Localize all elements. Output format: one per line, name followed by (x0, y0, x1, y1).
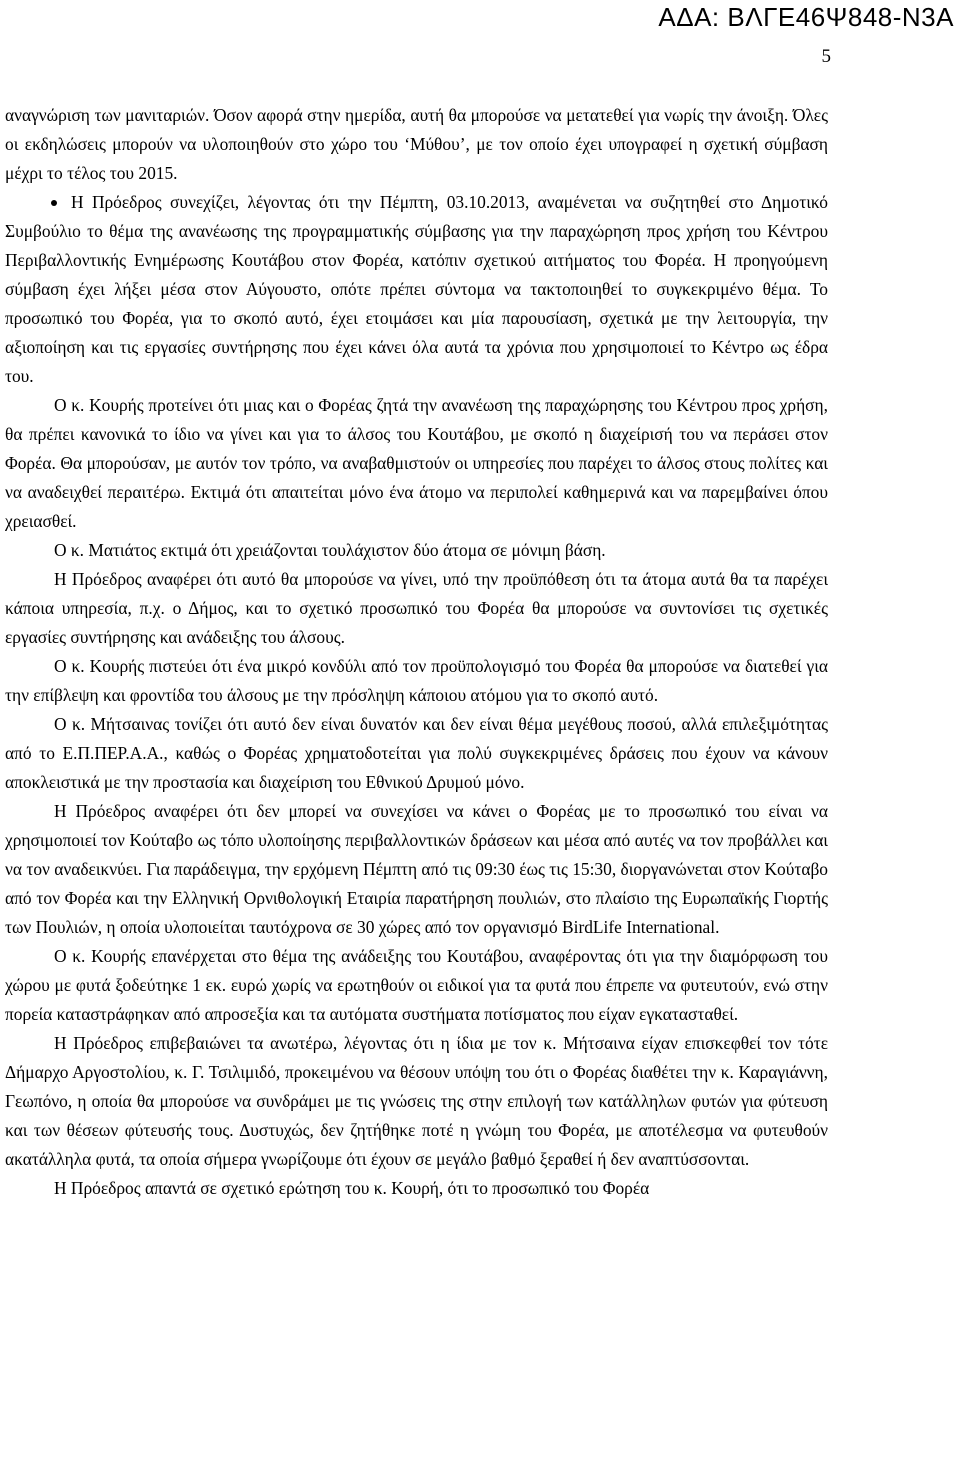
bullet-paragraph (5, 188, 828, 391)
paragraph: Ο κ. Μήτσαινας τονίζει ότι αυτό δεν είναι δυνατόν και δεν είναι θέμα μεγέθους ποσού, αλλά επιλεξιμότητας από το Ε.Π.ΠΕΡ.Α.Α., καθώς ο Φορέας χρηματοδοτείται για πολύ συγκεκριμένες δράσεις που έχουν να κάνουν αποκλειστικά με την προστασία και διαχείριση του Εθνικού Δρυμού μόνο. (5, 714, 828, 792)
ada-code: ΑΔΑ: ΒΛΓΕ46Ψ848-Ν3Α (658, 2, 954, 32)
bullet-paragraph-text: Η Πρόεδρος συνεχίζει, λέγοντας ότι την Πέμπτη, 03.10.2013, αναμένεται να συζητηθεί στο Δημοτικό Συμβούλιο το θέμα της ανανέωσης της προγραμματικής σύμβασης για την παραχώρηση προς χρήση του Κέντρου Περιβαλλοντικής Ενημέρωσης Κουτάβου στον Φορέα, κατόπιν σχετικού αιτήματος του Φορέα. Η προηγούμενη σύμβαση έχει λήξει μέσα στον Αύγουστο, οπότε πρέπει σύντομα να τακτοποιηθεί το συγκεκριμένο θέμα. Το προσωπικό του Φορέα, για το σκοπό αυτό, έχει ετοιμάσει και μία παρουσίαση, σχετικά με την λειτουργία, την αξιοποίηση και τις εργασίες συντήρησης που έχει κάνει όλα αυτά τα χρόνια που χρησιμοποιεί το Κέντρο ως έδρα του. (5, 192, 828, 386)
paragraph: Η Πρόεδρος απαντά σε σχετικό ερώτηση του κ. Κουρή, ότι το προσωπικό του Φορέα (54, 1178, 650, 1198)
page-number: 5 (821, 46, 831, 67)
bullet-icon (51, 200, 57, 206)
paragraph: Η Πρόεδρος αναφέρει ότι δεν μπορεί να συνεχίσει να κάνει ο Φορέας με το προσωπικό του είναι να χρησιμοποιεί τον Κούταβο ως τόπο υλοποίησης περιβαλλοντικών δράσεων και μέσα από αυτές να τον προβάλλει και να τον αναδεικνύει. Για παράδειγμα, την ερχόμενη Πέμπτη από τις 09:30 έως τις 15:30, διοργανώνεται στον Κούταβο από τον Φορέα και την Ελληνική Ορνιθολογική Εταιρία παρατήρηση πουλιών, στο πλαίσιο της Ευρωπαϊκής Γιορτής των Πουλιών, η οποία υλοποιείται ταυτόχρονα σε 30 χώρες από τον οργανισμό BirdLife International. (5, 801, 828, 937)
paragraph: Ο κ. Ματιάτος εκτιμά ότι χρειάζονται τουλάχιστον δύο άτομα σε μόνιμη βάση. (54, 540, 606, 560)
paragraph: αναγνώριση των μανιταριών. Όσον αφορά στην ημερίδα, αυτή θα μπορούσε να μετατεθεί για νωρίς την άνοιξη. Όλες οι εκδηλώσεις μπορούν να υλοποιηθούν στο χώρο του ‘Μύθου’, με τον οποίο έχει υπογραφεί η σχετική σύμβαση μέχρι το τέλος του 2015. (5, 105, 828, 183)
paragraph: Η Πρόεδρος επιβεβαιώνει τα ανωτέρω, λέγοντας ότι η ίδια με τον κ. Μήτσαινα είχαν επισκεφθεί τον τότε Δήμαρχο Αργοστολίου, κ. Γ. Τσιλιμιδό, προκειμένου να θέσουν υπόψη του ότι ο Φορέας διαθέτει την κ. Καραγιάννη, Γεωπόνο, η οποία θα μπορούσε να συνδράμει με τις γνώσεις της στην επιλογή των κατάλληλων φυτών για φύτευση και των θέσεων φύτευσής τους. Δυστυχώς, δεν ζητήθηκε ποτέ η γνώμη του Φορέα, με αποτέλεσμα να φυτευθούν ακατάλληλα φυτά, τα οποία σήμερα γνωρίζουμε ότι έχουν σε μεγάλο βαθμό ξεραθεί ή δεν αναπτύσσονται. (5, 1033, 828, 1169)
paragraph: Ο κ. Κουρής επανέρχεται στο θέμα της ανάδειξης του Κουτάβου, αναφέροντας ότι για την διαμόρφωση του χώρου με φυτά ξοδεύτηκε 1 εκ. ευρώ χωρίς να ερωτηθούν οι ειδικοί για τα φυτά που έπρεπε να φυτευτούν, ενώ στην πορεία καταστράφηκαν από απροσεξία και τα αυτόματα συστήματα ποτίσματος που είχαν εγκατασταθεί. (5, 946, 828, 1024)
paragraph: Ο κ. Κουρής πιστεύει ότι ένα μικρό κονδύλι από τον προϋπολογισμό του Φορέα θα μπορούσε να διατεθεί για την επίβλεψη και φροντίδα του άλσους με την πρόσληψη κάποιου ατόμου για το σκοπό αυτό. (5, 656, 828, 705)
document-body (5, 101, 828, 1203)
paragraph: Η Πρόεδρος αναφέρει ότι αυτό θα μπορούσε να γίνει, υπό την προϋπόθεση ότι τα άτομα αυτά θα τα παρέχει κάποια υπηρεσία, π.χ. ο Δήμος, και το σχετικό προσωπικό του Φορέα θα μπορούσε να συντονίσει τις σχετικές εργασίες συντήρησης και ανάδειξης του άλσους. (5, 569, 828, 647)
paragraph: Ο κ. Κουρής προτείνει ότι μιας και ο Φορέας ζητά την ανανέωση της παραχώρησης του Κέντρου προς χρήση, θα πρέπει κανονικά το ίδιο να γίνει και για το άλσος του Κουτάβου, με σκοπό η διαχείρισή του να περάσει στον Φορέα. Θα μπορούσαν, με αυτόν τον τρόπο, να αναβαθμιστούν οι υπηρεσίες που παρέχει το άλσος στους πολίτες και να αναδειχθεί περαιτέρω. Εκτιμά ότι απαιτείται μόνο ένα άτομο να περιπολεί καθημερινά και να παρεμβαίνει όπου χρειασθεί. (5, 395, 828, 531)
